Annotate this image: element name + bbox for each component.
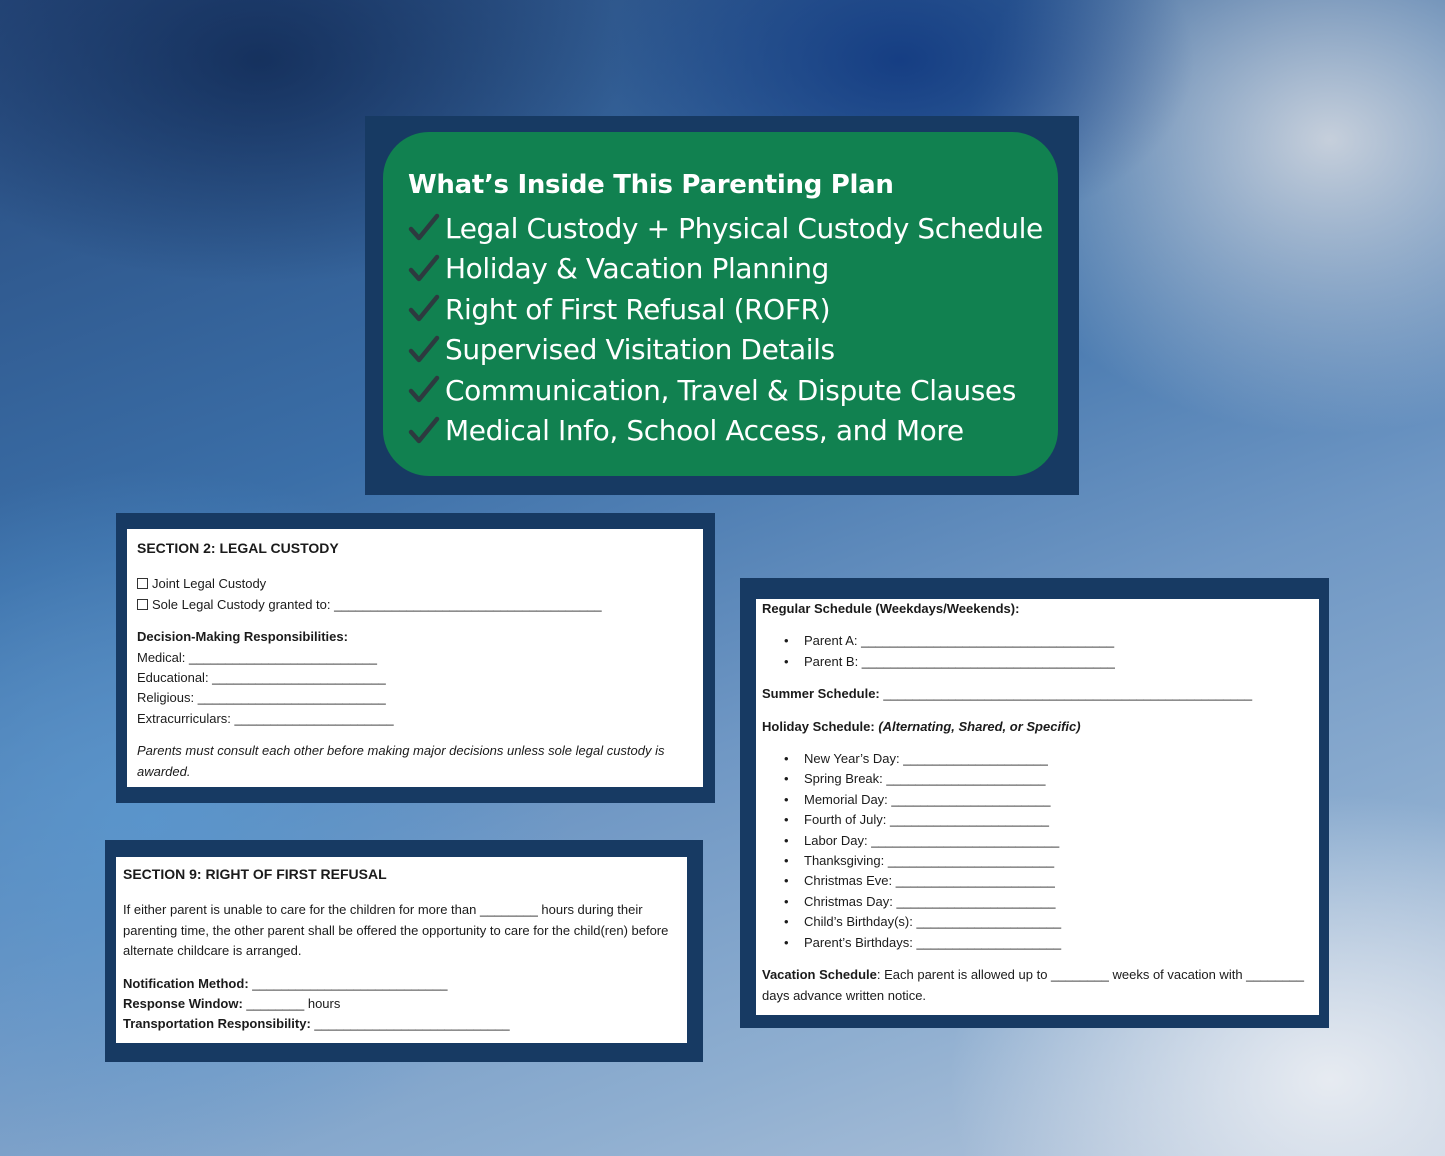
legal-custody-page — [127, 529, 703, 787]
list-item: • Parent’s Birthdays: ____________________ — [804, 933, 1319, 953]
joint-custody-label: Joint Legal Custody — [152, 576, 267, 592]
extracurriculars-field: Extracurriculars: ______________________ — [137, 710, 394, 726]
schedule-frame — [740, 578, 1329, 1028]
holiday-list — [762, 749, 1319, 953]
feature-item — [408, 411, 1058, 452]
checkbox-icon — [137, 578, 148, 589]
feature-item-label: Medical Info, School Access, and More — [445, 414, 964, 448]
rofr-paragraph: If either parent is unable to care for the children for more than ________ hours during their parenting time, the other parent shall be offered the opportunity to care for the child(ren) before alternate childcare is arranged. — [123, 902, 669, 959]
rofr-frame — [105, 840, 703, 1062]
legal-custody-frame — [116, 513, 715, 803]
legal-custody-heading: SECTION 2: LEGAL CUSTODY — [137, 540, 339, 556]
feature-item-label: Supervised Visitation Details — [445, 333, 835, 367]
regular-schedule-list — [762, 631, 1319, 672]
feature-item-label: Communication, Travel & Dispute Clauses — [445, 373, 1016, 407]
holiday-schedule-row — [762, 717, 1319, 737]
religious-field: Religious: __________________________ — [137, 690, 386, 706]
sole-custody-option — [137, 595, 703, 615]
list-item: • Child’s Birthday(s): ____________________ — [804, 912, 1319, 932]
list-item: • New Year’s Day: ____________________ — [804, 749, 1319, 769]
consult-note: Parents must consult each other before making major decisions unless sole legal custody is awarded. — [137, 743, 665, 779]
list-item: • Fourth of July: ______________________ — [804, 810, 1319, 830]
list-item: • Parent B: ___________________________________ — [804, 652, 1319, 672]
checkmark-icon — [408, 334, 440, 366]
checkmark-icon — [408, 374, 440, 406]
feature-list — [408, 208, 1058, 451]
list-item: • Spring Break: ______________________ — [804, 769, 1319, 789]
checkmark-icon — [408, 253, 440, 285]
educational-field: Educational: ________________________ — [137, 670, 386, 686]
response-window-row — [123, 994, 687, 1014]
response-window-label: Response Window: — [123, 996, 243, 1012]
list-item: • Thanksgiving: _______________________ — [804, 851, 1319, 871]
schedule-page — [756, 599, 1319, 1015]
checkbox-icon — [137, 599, 148, 610]
feature-item — [408, 289, 1058, 330]
list-item: • Parent A: ___________________________________ — [804, 631, 1319, 651]
list-item: • Labor Day: __________________________ — [804, 831, 1319, 851]
list-item: • Christmas Day: ______________________ — [804, 892, 1319, 912]
sole-custody-label: Sole Legal Custody granted to: _____________________________________ — [152, 596, 602, 612]
feature-item-label: Right of First Refusal (ROFR) — [445, 292, 831, 326]
feature-card — [383, 132, 1058, 476]
vacation-schedule-text: : Each parent is allowed up to ________ weeks of vacation with ________ days advance written notice. — [762, 967, 1305, 1003]
feature-item — [408, 370, 1058, 411]
transportation-label: Transportation Responsibility: — [123, 1016, 311, 1032]
summer-schedule-value: ___________________________________________________ — [879, 686, 1253, 702]
notification-method-value: ___________________________ — [248, 975, 448, 991]
feature-title: What’s Inside This Parenting Plan — [408, 170, 894, 200]
vacation-schedule-label: Vacation Schedule — [762, 967, 877, 983]
feature-item — [408, 208, 1058, 249]
summer-schedule-label: Summer Schedule: — [762, 686, 880, 702]
feature-item — [408, 249, 1058, 290]
feature-item-label: Holiday & Vacation Planning — [445, 252, 829, 286]
rofr-page — [116, 857, 687, 1043]
list-item: • Memorial Day: ______________________ — [804, 790, 1319, 810]
feature-item — [408, 330, 1058, 371]
holiday-schedule-note: (Alternating, Shared, or Specific) — [874, 718, 1081, 734]
notification-method-row — [123, 974, 687, 994]
joint-custody-option — [137, 574, 703, 594]
rofr-heading: SECTION 9: RIGHT OF FIRST REFUSAL — [123, 866, 387, 882]
medical-field: Medical: __________________________ — [137, 649, 377, 665]
feature-box-frame — [365, 116, 1079, 495]
checkmark-icon — [408, 415, 440, 447]
transportation-value: ___________________________ — [310, 1016, 510, 1032]
feature-item-label: Legal Custody + Physical Custody Schedule — [445, 211, 1043, 245]
checkmark-icon — [408, 212, 440, 244]
list-item: • Christmas Eve: ______________________ — [804, 871, 1319, 891]
regular-schedule-heading: Regular Schedule (Weekdays/Weekends): — [762, 601, 1020, 616]
notification-method-label: Notification Method: — [123, 975, 249, 991]
checkmark-icon — [408, 293, 440, 325]
response-window-value: ________ hours — [242, 996, 341, 1012]
decision-making-heading: Decision-Making Responsibilities: — [137, 629, 348, 645]
vacation-schedule-row — [762, 965, 1319, 1006]
transportation-row — [123, 1014, 687, 1034]
summer-schedule-row — [762, 684, 1319, 704]
holiday-schedule-label: Holiday Schedule: — [762, 718, 875, 734]
